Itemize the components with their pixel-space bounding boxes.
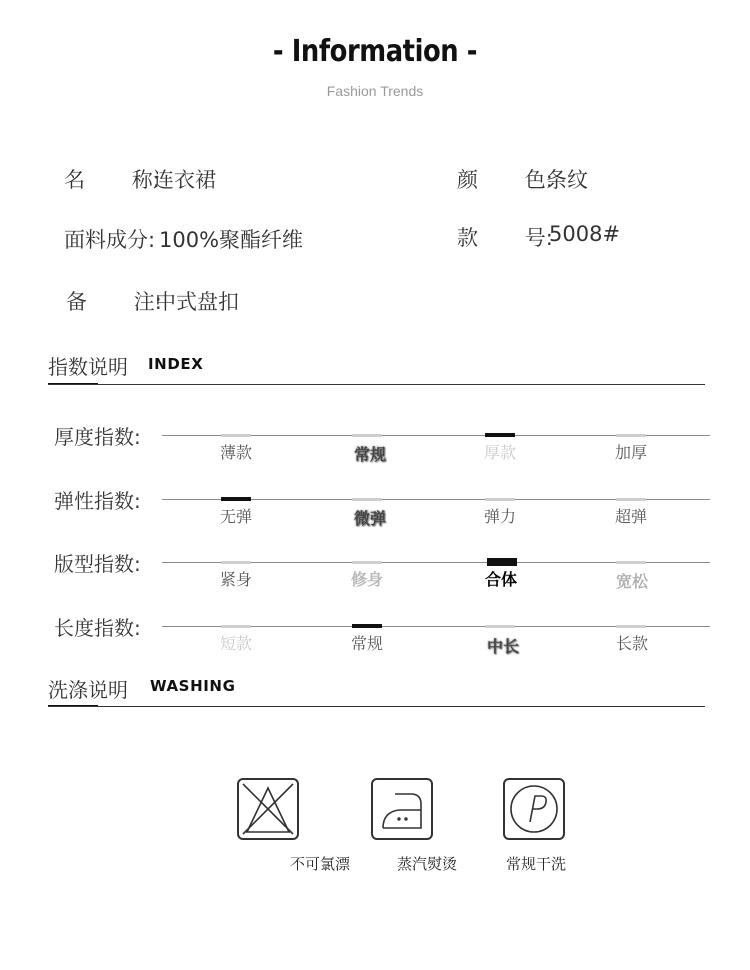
info-name-key: 名 称: — [64, 168, 160, 192]
index-section-title-cn: 指数说明 — [48, 355, 128, 379]
wash-section-title-cn: 洗涤说明 — [48, 678, 128, 702]
index-tick — [221, 625, 251, 628]
index-option: 加厚 — [614, 443, 647, 462]
page-title: - Information - — [272, 34, 478, 69]
index-option: 短款 — [219, 634, 252, 653]
index-row-label: 版型指数: — [54, 552, 141, 576]
index-section-title-en: INDEX — [148, 355, 204, 373]
info-color-key: 颜 色: — [457, 168, 553, 192]
index-row-label: 弹性指数: — [54, 489, 141, 513]
no-bleach-icon — [237, 778, 299, 840]
index-tick-selected — [221, 497, 251, 501]
index-tick — [485, 625, 515, 628]
info-fabric-key: 面料成分: — [64, 228, 156, 252]
index-tick — [616, 561, 646, 564]
index-tick — [616, 625, 646, 628]
index-option: 紧身 — [219, 570, 252, 589]
index-option: 常规 — [350, 634, 383, 653]
page-subtitle: Fashion Trends — [326, 83, 424, 99]
index-tick — [352, 434, 382, 437]
index-option: 微弹 — [353, 509, 386, 528]
index-option: 常规 — [353, 445, 386, 464]
index-tick — [616, 498, 646, 501]
index-tick — [221, 561, 251, 564]
index-option: 超弹 — [614, 507, 647, 526]
steam-iron-icon — [371, 778, 433, 840]
wash-section-title-en: WASHING — [150, 677, 236, 695]
index-tick — [352, 498, 382, 501]
index-option-selected: 合体 — [484, 570, 517, 589]
index-tick — [352, 561, 382, 564]
index-tick — [221, 434, 251, 437]
index-option: 厚款 — [483, 443, 516, 462]
index-tick — [616, 434, 646, 437]
index-tick-selected — [487, 558, 517, 566]
wash-section-divider — [48, 706, 705, 707]
wash-label: 蒸汽熨烫 — [396, 855, 457, 873]
index-option: 无弹 — [219, 507, 252, 526]
index-row-label: 长度指数: — [54, 616, 141, 640]
info-style-no-value: 5008# — [549, 222, 621, 246]
wash-label: 常规干洗 — [505, 855, 566, 873]
index-tick — [485, 498, 515, 501]
wash-label: 不可氯漂 — [289, 855, 350, 873]
index-tick-selected — [485, 433, 515, 437]
index-tick-selected — [352, 624, 382, 628]
info-fabric-value: 100%聚酯纤维 — [159, 228, 304, 252]
index-option: 弹力 — [483, 507, 516, 526]
info-note-key: 备 注: — [66, 290, 162, 314]
index-option: 修身 — [350, 570, 383, 589]
dry-clean-p-icon — [503, 778, 565, 840]
index-row-label: 厚度指数: — [54, 425, 141, 449]
info-color-value: 条纹 — [546, 168, 588, 192]
index-option: 中长 — [486, 637, 519, 656]
index-option: 长款 — [615, 634, 648, 653]
info-note-value: 中式盘扣 — [155, 290, 239, 314]
index-section-divider — [48, 384, 705, 385]
index-option: 宽松 — [615, 572, 648, 591]
index-option: 薄款 — [219, 443, 252, 462]
info-name-value: 连衣裙 — [153, 168, 216, 192]
info-style-no-key: 款 号: — [457, 226, 553, 250]
